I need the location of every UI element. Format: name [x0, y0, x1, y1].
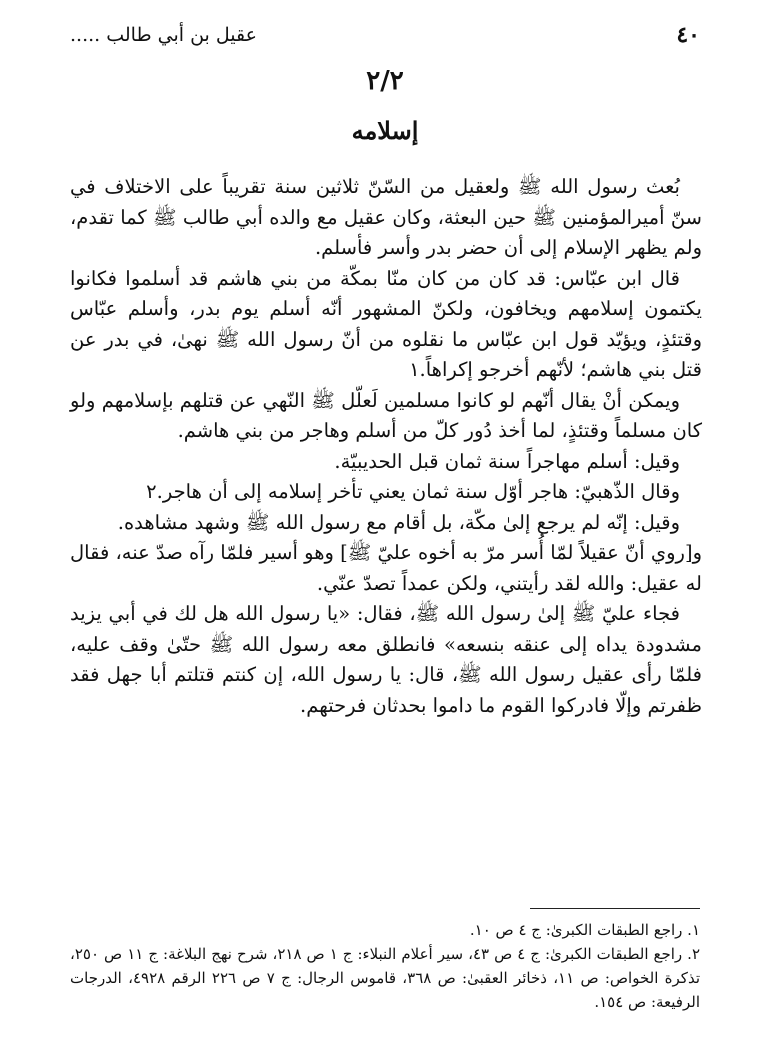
footnote: ١. راجع الطبقات الكبرىٰ: ج ٤ ص ١٠. [469, 921, 700, 939]
running-title: عقيل بن أبي طالب ..... [70, 24, 257, 46]
paragraph: قال ابن عبّاس: قد كان من كان منّا بمكّة من بني هاشم قد أسلموا فكانوا يكتمون إسلامهم ويخافون، ولكنّ المشهور أنّه أسلم يوم بدر، وأسلم عبّاس وقتئذٍ، ويؤيّد قول ابن عبّاس ما نقلوه من أنّ رسول الله ﷺ نهىٰ، في بدر عن قتل بني هاشم؛ لأنّهم أخرجو إكراهاً.١ [70, 266, 702, 381]
footnote-divider [530, 908, 700, 909]
paragraph: ويمكن أنْ يقال أنّهم لو كانوا مسلمين لَعلّل ﷺ النّهي عن قتلهم بإسلامهم ولو كان مسلماً وقتئذٍ، لما أخذ دُور كلّ من أسلم وهاجر من بني هاشم. [70, 388, 702, 442]
paragraph: و[روي أنّ عقيلاً لمّا أُسر مرّ به أخوه عليّ ﷺ] وهو أسير فلمّا رآه صدّ عنه، فقال له عقيل: والله لقد رأيتني، ولكن عمداً تصدّ عنّي. [70, 541, 702, 595]
paragraph: وقيل: أسلم مهاجراً سنة ثمان قبل الحديبيّة. [334, 449, 680, 473]
paragraph: بُعث رسول الله ﷺ ولعقيل من السّنّ ثلاثين سنة تقريباً على الاختلاف في سنّ أميرالمؤمنين ﷺ حين البعثة، وكان عقيل مع والده أبي طالب ﷺ كما تقدم، ولم يظهر الإسلام إلى أن حضر بدر وأسر فأسلم. [70, 175, 702, 259]
page-number: ٤٠ [676, 22, 700, 48]
paragraph: وقيل: إنّه لم يرجع إلىٰ مكّة، بل أقام مع رسول الله ﷺ وشهد مشاهده. [117, 510, 680, 534]
section-title: إسلامه [351, 116, 419, 145]
paragraph: فجاء عليّ ﷺ إلىٰ رسول الله ﷺ، فقال: «يا رسول الله هل لك في أبي يزيد مشدودة يداه إلى عنقه بنسعه» فانطلق معه رسول الله ﷺ حتّىٰ وقف عليه، فلمّا رأى عقيل رسول الله ﷺ، قال: يا رسول الله، إن كنتم قتلتم أبا جهل فقد ظفرتم وإلّا فادركوا القوم ما داموا بحدثان فرحتهم. [70, 602, 702, 717]
page-header [70, 22, 700, 56]
body-text [70, 172, 702, 721]
section-number: ٢/٢ [366, 66, 404, 96]
footnotes [70, 918, 700, 1014]
paragraph: وقال الذّهبيّ: هاجر أوّل سنة ثمان يعني تأخر إسلامه إلى أن هاجر.٢ [146, 480, 680, 503]
footnote: ٢. راجع الطبقات الكبرىٰ: ج ٤ ص ٤٣، سير أعلام النبلاء: ج ١ ص ٢١٨، شرح نهج البلاغة: ج ١١ ص ٢٥٠، تذكرة الخواص: ص ١١، ذخائر العقبىٰ: ص ٣٦٨، قاموس الرجال: ج ٧ ص ٢٢٦ الرقم ٤٩٢٨، الدرجات الرفيعة: ص ١٥٤. [70, 945, 701, 1011]
